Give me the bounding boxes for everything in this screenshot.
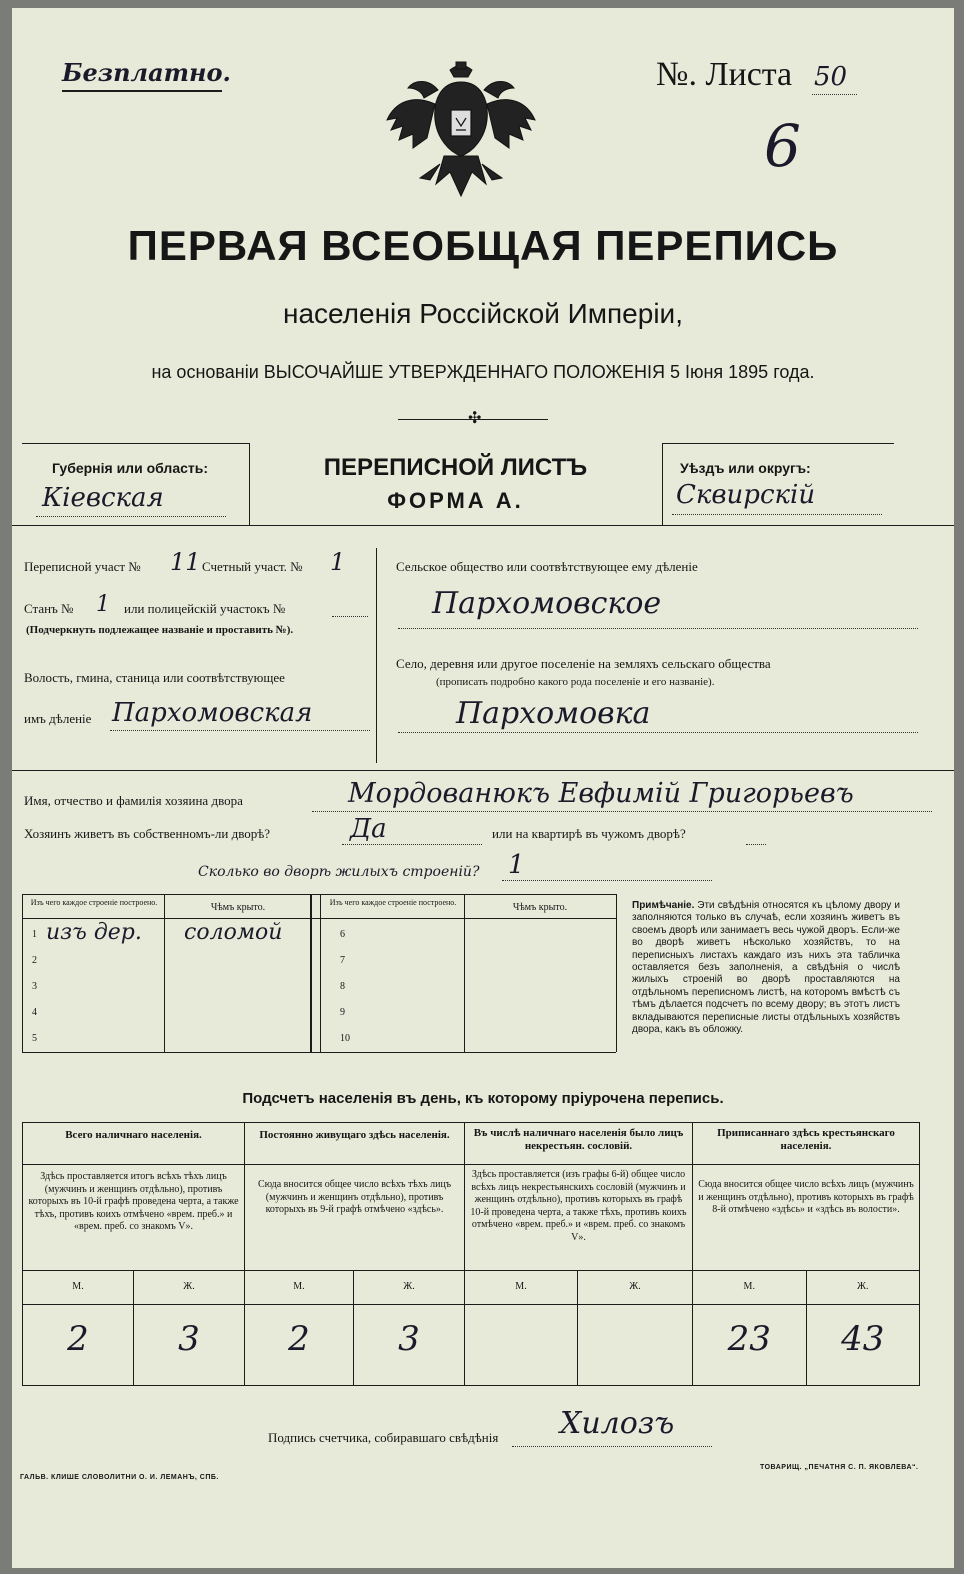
population-value-f-3 — [578, 1305, 693, 1386]
population-value-f-1: 3 — [134, 1305, 245, 1386]
rent-label: или на квартирѣ въ чужомъ дворѣ? — [492, 826, 686, 841]
population-col-desc-1: Здѣсь проставляется итогъ всѣхъ тѣхъ лицъ (мужчинъ и женщинъ отдѣльно), противъ которыхъ въ 10-й графѣ проведена черта, а также тѣхъ, противъ коихъ отмѣчено «врем. преб.» и «врем. преб. со знакомъ V». — [23, 1165, 245, 1271]
population-value-m-4: 23 — [693, 1305, 807, 1386]
col-roof-right: Чѣмъ крыто. — [512, 902, 568, 913]
gubernia-value: Кіевская — [42, 483, 164, 513]
signature-label: Подпись счетчика, собиравшаго свѣдѣнія — [268, 1430, 499, 1445]
note-text: Эти свѣдѣнія относятся къ цѣлому двору и заполняются только въ случаѣ, если хозяинъ живетъ въ своемъ дворѣ или занимаетъ весь чужой дворъ. Если-же во дворѣ живетъ нѣсколько хозяйствъ, то на переписныхъ листахъ каждаго изъ нихъ эта табличка оставляется безъ заполненія, а свѣдѣнія о числѣ жилыхъ строеній во дворѣ проставляются на отдѣльномъ переписномъ листѣ, на которомъ вмѣстѣ съ тѣмъ дѣлается подсчетъ по всему двору; въ этотъ листъ вкладываются переписные листы отдѣльныхъ хозяйствъ двора, какъ въ обложку. — [632, 900, 901, 1036]
count-area-value: 1 — [330, 548, 346, 576]
census-area-value: 11 — [170, 548, 201, 576]
f-label-3: Ж. — [578, 1271, 693, 1305]
col-roof-left: Чѣмъ крыто. — [210, 902, 266, 913]
building-row-number: 6 — [340, 929, 345, 940]
population-col-head-4: Приписаннаго здѣсь крестьянскаго населенія. — [693, 1123, 920, 1165]
f-label-1: Ж. — [134, 1271, 245, 1305]
m-label-3: М. — [465, 1271, 578, 1305]
printer-left: ГАЛЬВ. КЛИШЕ СЛОВОЛИТНИ О. И. ЛЕМАНЪ, СПБ. — [20, 1474, 219, 1481]
m-label-2: М. — [245, 1271, 354, 1305]
note-title: Примѣчаніе. — [632, 900, 695, 911]
population-col-desc-3: Здѣсь проставляется (изъ графы 6-й) общее число всѣхъ лицъ некрестьянскихъ сословій (мужчинъ и женщинъ отдѣльно), противъ которыхъ въ графѣ 10-й проведена черта, а также тѣхъ, противъ коихъ отмѣчено «врем. преб.» и «врем. преб. со знакомъ V». — [465, 1165, 693, 1271]
building-row-number: 7 — [340, 955, 345, 966]
free-label: Безплатно. — [62, 58, 231, 87]
building-row-number: 4 — [32, 1007, 37, 1018]
buildings-rows-left — [12, 920, 312, 1050]
volost-value: Пархомовская — [112, 698, 313, 728]
society-label: Сельское общество или соотвѣтствующее ему дѣленіе — [396, 559, 698, 574]
document-subtitle: населенія Россійской Имперіи, — [283, 298, 683, 329]
buildings-value: 1 — [508, 850, 525, 880]
population-value-m-1: 2 — [23, 1305, 134, 1386]
police-label: или полицейскій участокъ № — [124, 601, 286, 616]
population-col-desc-4: Сюда вносится общее число всѣхъ лицъ (мужчинъ и женщинъ отдѣльно), противъ которыхъ въ графѣ 8-й отмѣчено «здѣсь» и «здѣсь въ волости». — [693, 1165, 920, 1271]
building-row-number: 3 — [32, 981, 37, 992]
building-row — [12, 920, 312, 946]
own-yard-value: Да — [350, 814, 387, 844]
population-table — [22, 1122, 920, 1386]
building-row-number: 8 — [340, 981, 345, 992]
building-row — [12, 946, 312, 972]
building-row-number: 1 — [32, 929, 37, 940]
gubernia-line — [36, 516, 226, 517]
form-title: ПЕРЕПИСНОЙ ЛИСТЪ — [323, 454, 588, 481]
signature-line — [512, 1446, 712, 1447]
f-label-4: Ж. — [806, 1271, 920, 1305]
m-label-1: М. — [23, 1271, 134, 1305]
population-value-f-2: 3 — [354, 1305, 465, 1386]
building-material: изъ дер. — [46, 920, 142, 945]
col-material-right: Изъ чего каждое строеніе построено. — [329, 898, 457, 907]
rule-middle-divider — [376, 548, 377, 763]
printer-right: ТОВАРИЩ. „ПЕЧАТНЯ С. П. ЯКОВЛЕВА“. — [760, 1464, 919, 1471]
society-value: Пархомовское — [432, 586, 662, 621]
society-line — [398, 628, 918, 629]
note-block — [632, 900, 900, 1036]
rule-uezd-left — [662, 443, 663, 525]
population-value-m-3 — [465, 1305, 578, 1386]
population-value-f-4: 43 — [806, 1305, 920, 1386]
building-row — [12, 998, 312, 1024]
uezd-value: Сквирскій — [676, 480, 816, 510]
buildings-table-header-rule — [22, 918, 616, 919]
village-note: (прописать подробно какого рода поселеніе и его названіе). — [436, 676, 715, 688]
uezd-label: Уѣздъ или округъ: — [680, 460, 811, 476]
building-row — [12, 972, 312, 998]
document-title: ПЕРВАЯ ВСЕОБЩАЯ ПЕРЕПИСЬ — [127, 222, 839, 269]
population-col-desc-2: Сюда вносится общее число всѣхъ тѣхъ лицъ (мужчинъ и женщинъ отдѣльно), противъ которыхъ въ 9-й графѣ отмѣчено «здѣсь». — [245, 1165, 465, 1271]
buildings-table-mid2 — [320, 894, 321, 1052]
police-line — [332, 616, 368, 617]
own-yard-label: Хозяинъ живетъ въ собственномъ-ли дворѣ? — [24, 826, 271, 841]
stan-label: Станъ № — [24, 601, 74, 616]
m-label-4: М. — [693, 1271, 807, 1305]
owner-name-label: Имя, отчество и фамилія хозяина двора — [24, 793, 243, 808]
sheet-number-value: 50 — [814, 62, 848, 92]
legal-basis: на основаніи ВЫСОЧАЙШЕ УТВЕРЖДЕННАГО ПОЛОЖЕНІЯ 5 Іюня 1895 года. — [151, 362, 815, 382]
rule-top-left — [22, 443, 249, 444]
population-col-head-3: Въ числѣ наличнаго населенія было лицъ некрестьян. сословій. — [465, 1123, 693, 1165]
building-row-number: 9 — [340, 1007, 345, 1018]
buildings-table-right — [616, 894, 617, 1052]
buildings-table-bottom — [22, 1052, 616, 1053]
imperial-eagle-emblem — [384, 60, 538, 210]
population-col-head-2: Постоянно живущаго здѣсь населенія. — [245, 1123, 465, 1165]
building-row — [12, 1024, 312, 1050]
sheet-number-line — [812, 94, 857, 95]
sheet-number-label: №. Листа — [656, 56, 793, 93]
signature-value: Хилозъ — [560, 1406, 675, 1441]
page-mark: 6 — [764, 112, 801, 180]
col-material-left: Изъ чего каждое строеніе построено. — [30, 898, 158, 907]
building-roof: соломой — [184, 920, 283, 945]
f-label-2: Ж. — [354, 1271, 465, 1305]
census-area-label: Переписной участ № — [24, 559, 141, 574]
buildings-line — [502, 880, 712, 881]
count-area-label: Счетный участ. № — [202, 559, 303, 574]
gubernia-label: Губернія или область: — [52, 460, 209, 476]
volost-label-2: имъ дѣленіе — [24, 711, 92, 726]
village-line — [398, 732, 918, 733]
volost-label-1: Волость, гмина, станица или соотвѣтствующее — [24, 670, 285, 685]
stan-value: 1 — [96, 592, 110, 617]
village-value: Пархомовка — [456, 696, 651, 731]
population-value-m-2: 2 — [245, 1305, 354, 1386]
buildings-table-top — [22, 894, 616, 895]
population-title: Подсчетъ населенія въ день, къ которому пріурочена перепись. — [242, 1090, 724, 1107]
own-yard-line — [342, 844, 482, 845]
uezd-line — [672, 514, 882, 515]
population-col-head-1: Всего наличнаго населенія. — [23, 1123, 245, 1165]
rule-owner-top — [12, 770, 954, 771]
building-row-number: 2 — [32, 955, 37, 966]
buildings-rows-right — [322, 920, 612, 1050]
volost-line — [110, 730, 370, 731]
owner-name-value: Мордованюкъ Евфимій Григорьевъ — [348, 778, 854, 809]
owner-name-line — [312, 811, 932, 812]
ornament-mark: ✣ — [468, 410, 482, 427]
rent-line — [746, 844, 766, 845]
buildings-label: Сколько во дворѣ жилыхъ строеній? — [198, 864, 480, 880]
building-row-number: 10 — [340, 1033, 350, 1044]
underline-note: (Подчеркнуть подлежащее названіе и проставить №). — [26, 624, 294, 636]
census-sheet — [12, 8, 954, 1568]
village-label: Село, деревня или другое поселеніе на земляхъ сельскаго общества — [396, 656, 771, 671]
rule-top-right — [662, 443, 894, 444]
rule-form-header-bottom — [12, 525, 954, 526]
building-row-number: 5 — [32, 1033, 37, 1044]
free-underline — [62, 90, 222, 92]
form-subtitle: ФОРМА А. — [387, 488, 524, 513]
